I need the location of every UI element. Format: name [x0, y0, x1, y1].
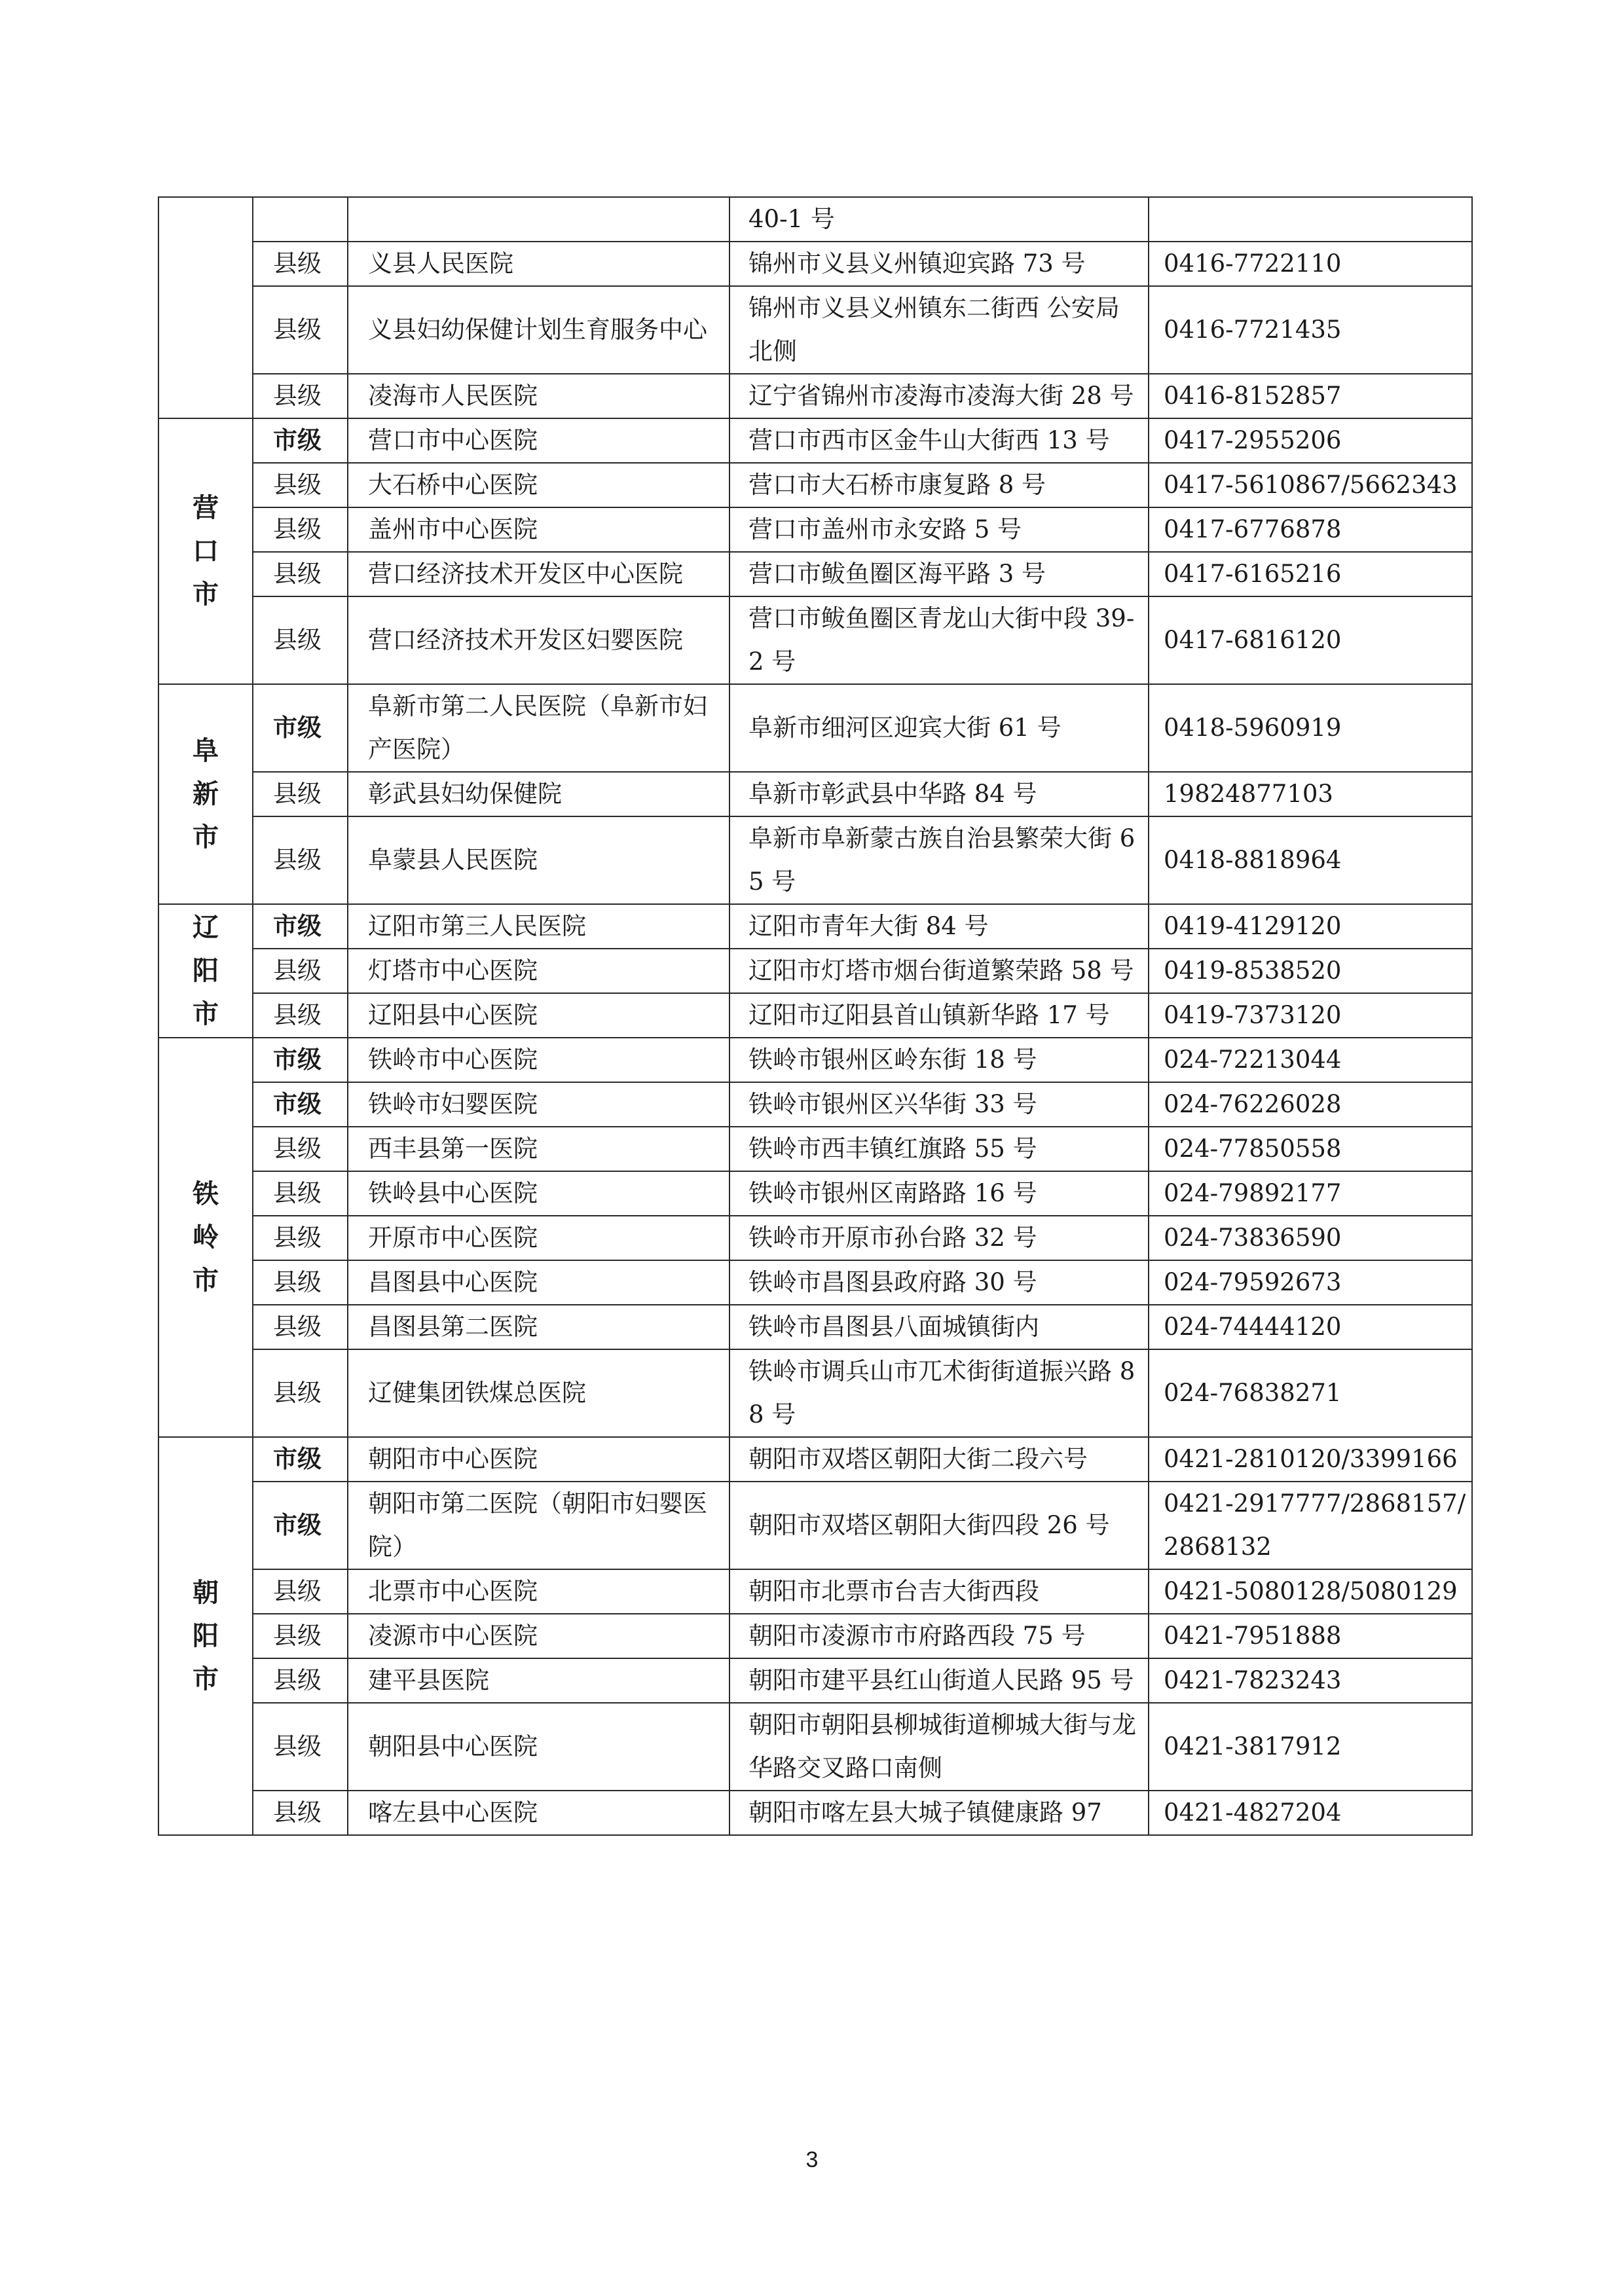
hospital-name-cell: 昌图县中心医院 [348, 1260, 729, 1305]
level-cell: 县级 [253, 1658, 348, 1703]
address-cell: 铁岭市银州区南路路 16 号 [729, 1171, 1149, 1216]
table-row [158, 1082, 1472, 1127]
address-cell: 锦州市义县义州镇迎宾路 73 号 [729, 242, 1149, 286]
phone-cell: 0421-5080128/5080129 [1149, 1569, 1472, 1614]
hospital-name-cell: 大石桥中心医院 [348, 463, 729, 507]
level-cell: 县级 [253, 772, 348, 816]
address-cell: 朝阳市喀左县大城子镇健康路 97 [729, 1791, 1149, 1835]
hospital-name-cell: 阜蒙县人民医院 [348, 816, 729, 904]
address-cell: 朝阳市凌源市市府路西段 75 号 [729, 1614, 1149, 1658]
phone-cell: 024-76226028 [1149, 1082, 1472, 1127]
table-row [158, 286, 1472, 374]
table-row [158, 463, 1472, 507]
phone-cell: 024-77850558 [1149, 1127, 1472, 1171]
city-cell [158, 418, 253, 684]
hospital-name-cell: 营口市中心医院 [348, 418, 729, 463]
level-cell: 市级 [253, 684, 348, 772]
hospital-name-cell: 义县人民医院 [348, 242, 729, 286]
hospital-name-cell [348, 197, 729, 242]
table-row [158, 684, 1472, 772]
table-row [158, 1171, 1472, 1216]
phone-cell: 0421-3817912 [1149, 1703, 1472, 1791]
phone-cell: 19824877103 [1149, 772, 1472, 816]
address-cell: 铁岭市西丰镇红旗路 55 号 [729, 1127, 1149, 1171]
city-name: 朝阳市 [193, 1578, 219, 1694]
address-cell: 朝阳市北票市台吉大街西段 [729, 1569, 1149, 1614]
phone-cell: 024-79892177 [1149, 1171, 1472, 1216]
address-cell: 铁岭市银州区兴华街 33 号 [729, 1082, 1149, 1127]
phone-cell: 0421-4827204 [1149, 1791, 1472, 1835]
phone-cell: 0421-7951888 [1149, 1614, 1472, 1658]
address-cell: 营口市鲅鱼圈区海平路 3 号 [729, 552, 1149, 596]
hospital-name-cell: 朝阳县中心医院 [348, 1703, 729, 1791]
table-row [158, 197, 1472, 242]
address-cell: 锦州市义县义州镇东二街西 公安局北侧 [729, 286, 1149, 374]
table-row [158, 507, 1472, 552]
table-row [158, 1038, 1472, 1082]
table-row [158, 1703, 1472, 1791]
table-row [158, 1658, 1472, 1703]
hospital-name-cell: 凌源市中心医院 [348, 1614, 729, 1658]
address-cell: 阜新市细河区迎宾大街 61 号 [729, 684, 1149, 772]
address-cell: 铁岭市开原市孙台路 32 号 [729, 1216, 1149, 1260]
level-cell: 市级 [253, 904, 348, 949]
table-row [158, 772, 1472, 816]
level-cell: 县级 [253, 1569, 348, 1614]
level-cell: 市级 [253, 418, 348, 463]
hospital-name-cell: 灯塔市中心医院 [348, 949, 729, 993]
level-cell: 市级 [253, 1038, 348, 1082]
hospital-name-cell: 西丰县第一医院 [348, 1127, 729, 1171]
address-cell: 阜新市阜新蒙古族自治县繁荣大街 65 号 [729, 816, 1149, 904]
phone-cell: 0421-2810120/3399166 [1149, 1437, 1472, 1482]
address-cell: 营口市大石桥市康复路 8 号 [729, 463, 1149, 507]
table-row [158, 1482, 1472, 1569]
city-cell [158, 197, 253, 418]
table-row [158, 1614, 1472, 1658]
city-name: 营口市 [193, 493, 219, 610]
city-name: 辽阳市 [193, 913, 219, 1029]
address-cell: 辽阳市辽阳县首山镇新华路 17 号 [729, 993, 1149, 1038]
address-cell: 营口市鲅鱼圈区青龙山大街中段 39-2 号 [729, 596, 1149, 684]
phone-cell: 0417-6816120 [1149, 596, 1472, 684]
level-cell: 县级 [253, 1791, 348, 1835]
hospital-name-cell: 喀左县中心医院 [348, 1791, 729, 1835]
address-cell: 辽阳市青年大街 84 号 [729, 904, 1149, 949]
hospital-name-cell: 辽健集团铁煤总医院 [348, 1349, 729, 1437]
address-cell: 40-1 号 [729, 197, 1149, 242]
hospital-name-cell: 阜新市第二人民医院（阜新市妇产医院） [348, 684, 729, 772]
hospital-name-cell: 彰武县妇幼保健院 [348, 772, 729, 816]
level-cell: 市级 [253, 1437, 348, 1482]
level-cell: 县级 [253, 552, 348, 596]
level-cell: 县级 [253, 1305, 348, 1349]
hospital-name-cell: 北票市中心医院 [348, 1569, 729, 1614]
city-cell [158, 1437, 253, 1835]
table-row [158, 242, 1472, 286]
phone-cell: 0416-7721435 [1149, 286, 1472, 374]
level-cell: 市级 [253, 1082, 348, 1127]
level-cell: 县级 [253, 1216, 348, 1260]
city-cell [158, 684, 253, 904]
level-cell: 县级 [253, 816, 348, 904]
hospital-name-cell: 辽阳市第三人民医院 [348, 904, 729, 949]
city-name: 铁岭市 [193, 1179, 219, 1296]
level-cell: 市级 [253, 1482, 348, 1569]
level-cell [253, 197, 348, 242]
phone-cell: 0416-8152857 [1149, 374, 1472, 418]
phone-cell: 024-79592673 [1149, 1260, 1472, 1305]
hospital-name-cell: 盖州市中心医院 [348, 507, 729, 552]
phone-cell: 024-73836590 [1149, 1216, 1472, 1260]
level-cell: 县级 [253, 507, 348, 552]
table-row [158, 1127, 1472, 1171]
table-row [158, 1260, 1472, 1305]
hospital-name-cell: 营口经济技术开发区中心医院 [348, 552, 729, 596]
hospital-name-cell: 铁岭市中心医院 [348, 1038, 729, 1082]
level-cell: 县级 [253, 1703, 348, 1791]
table-row [158, 596, 1472, 684]
level-cell: 县级 [253, 949, 348, 993]
level-cell: 县级 [253, 1260, 348, 1305]
table-row [158, 1305, 1472, 1349]
phone-cell: 0418-5960919 [1149, 684, 1472, 772]
table-row [158, 1437, 1472, 1482]
table-row [158, 1349, 1472, 1437]
phone-cell: 0417-6776878 [1149, 507, 1472, 552]
address-cell: 朝阳市建平县红山街道人民路 95 号 [729, 1658, 1149, 1703]
table-row [158, 1791, 1472, 1835]
phone-cell: 0421-7823243 [1149, 1658, 1472, 1703]
hospital-name-cell: 义县妇幼保健计划生育服务中心 [348, 286, 729, 374]
table-row [158, 904, 1472, 949]
page-number: 3 [805, 2147, 819, 2172]
table-row [158, 1569, 1472, 1614]
hospital-name-cell: 昌图县第二医院 [348, 1305, 729, 1349]
hospital-table [158, 196, 1473, 1836]
table-row [158, 949, 1472, 993]
level-cell: 县级 [253, 1614, 348, 1658]
phone-cell: 024-74444120 [1149, 1305, 1472, 1349]
level-cell: 县级 [253, 596, 348, 684]
address-cell: 辽宁省锦州市凌海市凌海大街 28 号 [729, 374, 1149, 418]
address-cell: 铁岭市银州区岭东街 18 号 [729, 1038, 1149, 1082]
table-row [158, 993, 1472, 1038]
address-cell: 朝阳市双塔区朝阳大街四段 26 号 [729, 1482, 1149, 1569]
hospital-name-cell: 朝阳市中心医院 [348, 1437, 729, 1482]
city-cell [158, 904, 253, 1038]
table-row [158, 552, 1472, 596]
level-cell: 县级 [253, 374, 348, 418]
level-cell: 县级 [253, 993, 348, 1038]
table-row [158, 374, 1472, 418]
level-cell: 县级 [253, 286, 348, 374]
level-cell: 县级 [253, 1127, 348, 1171]
phone-cell: 0416-7722110 [1149, 242, 1472, 286]
address-cell: 铁岭市昌图县政府路 30 号 [729, 1260, 1149, 1305]
hospital-name-cell: 凌海市人民医院 [348, 374, 729, 418]
phone-cell: 0417-6165216 [1149, 552, 1472, 596]
level-cell: 县级 [253, 463, 348, 507]
level-cell: 县级 [253, 242, 348, 286]
phone-cell: 024-76838271 [1149, 1349, 1472, 1437]
phone-cell: 0417-5610867/5662343 [1149, 463, 1472, 507]
address-cell: 朝阳市双塔区朝阳大街二段六号 [729, 1437, 1149, 1482]
hospital-name-cell: 铁岭市妇婴医院 [348, 1082, 729, 1127]
phone-cell: 0418-8818964 [1149, 816, 1472, 904]
hospital-name-cell: 朝阳市第二医院（朝阳市妇婴医院） [348, 1482, 729, 1569]
phone-cell: 024-72213044 [1149, 1038, 1472, 1082]
city-cell [158, 1038, 253, 1437]
phone-cell: 0419-8538520 [1149, 949, 1472, 993]
phone-cell: 0421-2917777/2868157/2868132 [1149, 1482, 1472, 1569]
hospital-name-cell: 营口经济技术开发区妇婴医院 [348, 596, 729, 684]
phone-cell: 0419-4129120 [1149, 904, 1472, 949]
hospital-name-cell: 辽阳县中心医院 [348, 993, 729, 1038]
phone-cell [1149, 197, 1472, 242]
address-cell: 阜新市彰武县中华路 84 号 [729, 772, 1149, 816]
table-row [158, 816, 1472, 904]
hospital-table-body [158, 197, 1472, 1835]
phone-cell: 0417-2955206 [1149, 418, 1472, 463]
city-name: 阜新市 [193, 736, 219, 852]
level-cell: 县级 [253, 1171, 348, 1216]
address-cell: 营口市西市区金牛山大街西 13 号 [729, 418, 1149, 463]
hospital-name-cell: 建平县医院 [348, 1658, 729, 1703]
address-cell: 辽阳市灯塔市烟台街道繁荣路 58 号 [729, 949, 1149, 993]
address-cell: 营口市盖州市永安路 5 号 [729, 507, 1149, 552]
level-cell: 县级 [253, 1349, 348, 1437]
hospital-name-cell: 开原市中心医院 [348, 1216, 729, 1260]
address-cell: 铁岭市调兵山市兀术街街道振兴路 88 号 [729, 1349, 1149, 1437]
table-row [158, 1216, 1472, 1260]
address-cell: 铁岭市昌图县八面城镇街内 [729, 1305, 1149, 1349]
phone-cell: 0419-7373120 [1149, 993, 1472, 1038]
address-cell: 朝阳市朝阳县柳城街道柳城大街与龙华路交叉路口南侧 [729, 1703, 1149, 1791]
table-row [158, 418, 1472, 463]
hospital-name-cell: 铁岭县中心医院 [348, 1171, 729, 1216]
